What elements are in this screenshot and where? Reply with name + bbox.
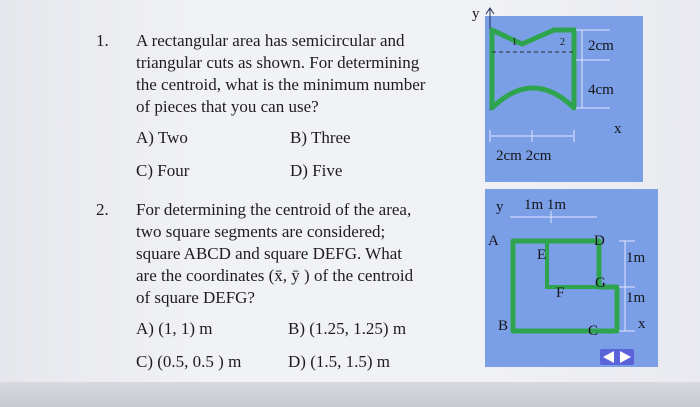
figure-2-point-b: B [498,318,509,334]
question-1-option-a: A) Two [136,128,188,147]
question-2-line-3: square ABCD and square DEFG. What [136,244,402,263]
figure-1-y-label: y [472,6,480,22]
question-1-number: 1. [96,31,109,50]
question-2-line-5: of square DEFG? [136,288,255,307]
figure-2-right-dim-1: 1m [626,250,646,266]
prev-next-arrows-icon[interactable] [600,349,634,365]
question-2-option-c: C) (0.5, 0.5 ) m [136,352,242,371]
figure-1-x-label: x [614,121,622,137]
question-2-option-b: B) (1.25, 1.25) m [288,319,407,338]
figure-2-point-a: A [488,233,499,249]
figure-2-point-d: D [594,233,605,249]
question-1-line-2: triangular cuts as shown. For determining [136,53,420,72]
question-2-line-4: are the coordinates (x̄, ȳ ) of the centroid [136,266,414,285]
question-1-option-d: D) Five [290,161,343,180]
bottom-edge [0,382,700,407]
figure-2-point-g: G [595,275,606,291]
figure-2-top-dims: 1m 1m [524,197,567,213]
figure-2-point-e: E [537,247,547,263]
figure-2-x-label: x [638,316,646,332]
figure-2-drawing [485,189,658,367]
question-1-option-c: C) Four [136,161,190,180]
question-2-line-1: For determining the centroid of the area, [136,200,412,219]
question-2-option-d: D) (1.5, 1.5) m [288,352,390,371]
figure-1-dim-4cm: 4cm [588,82,614,98]
figure-1-dim-2cm: 2cm [588,38,614,54]
question-2-line-2: two square segments are considered; [136,222,386,241]
question-1-option-b: B) Three [290,128,351,147]
question-2-option-a: A) (1, 1) m [136,319,213,338]
figure-2-point-c: C [588,323,599,339]
question-1-line-3: the centroid, what is the minimum number [136,75,426,94]
question-1-line-1: A rectangular area has semicircular and [136,31,405,50]
slide-nav-control[interactable] [600,349,634,365]
figure-2-y-label: y [496,199,504,215]
figure-1-dim-bottom: 2cm 2cm [496,148,552,164]
figure-2-point-f: F [556,285,565,301]
figure-2-right-dim-2: 1m [626,290,646,306]
figure-1-mark-2: 2 [560,37,565,48]
figure-1-mark-1: 1 [512,37,517,48]
question-2-number: 2. [96,200,109,219]
question-1-line-4: of pieces that you can use? [136,97,319,116]
